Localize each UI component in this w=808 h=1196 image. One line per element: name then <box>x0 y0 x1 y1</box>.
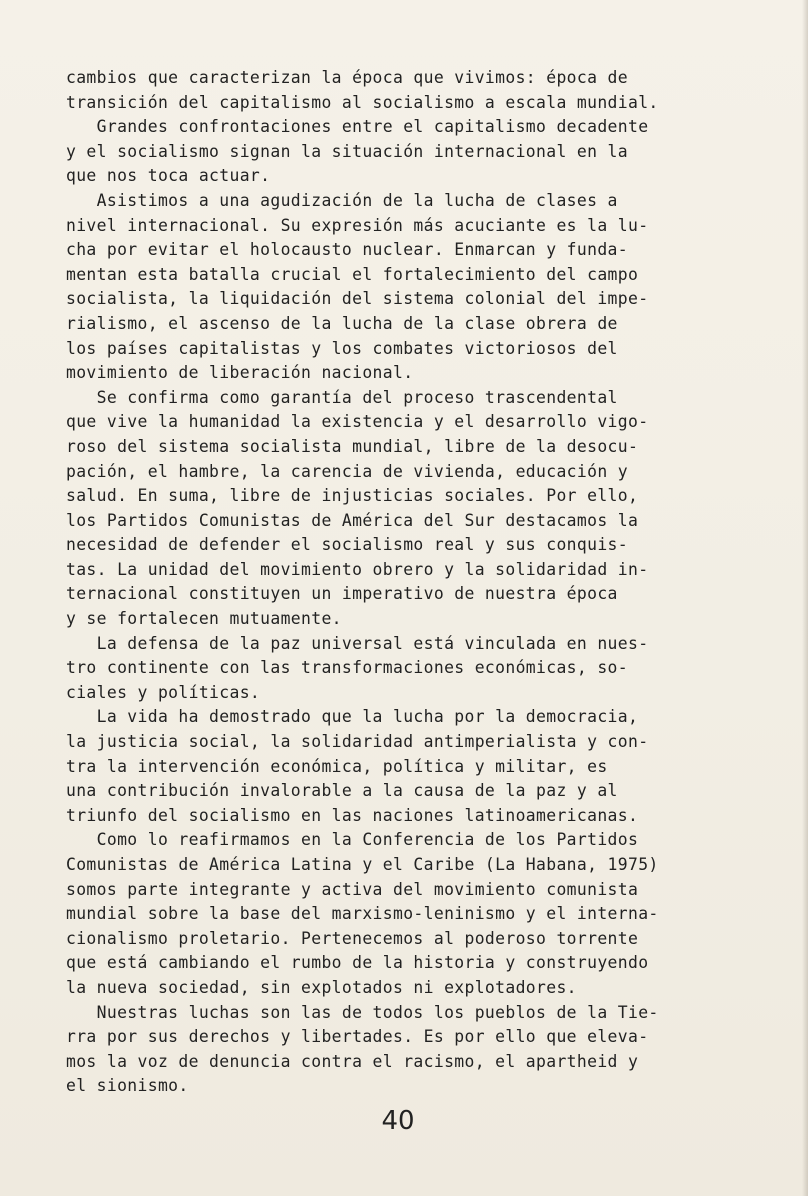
text-line: Grandes confrontaciones entre el capitalismo decadente <box>66 117 649 137</box>
text-line: los Partidos Comunistas de América del Sur destacamos la <box>66 510 639 530</box>
text-line: cha por evitar el holocausto nuclear. Enmarcan y funda- <box>66 240 628 260</box>
text-line: el sionismo. <box>66 1076 189 1096</box>
text-line: rialismo, el ascenso de la lucha de la clase obrera de <box>66 313 618 333</box>
text-line: ciales y políticas. <box>66 682 261 702</box>
text-line: Se confirma como garantía del proceso trascendental <box>66 387 618 407</box>
text-line: que nos toca actuar. <box>66 166 271 186</box>
text-line: Comunistas de América Latina y el Caribe (La Habana, 1975) <box>66 855 659 874</box>
text-line: la justicia social, la solidaridad antimperialista y con- <box>66 732 649 752</box>
text-line: que vive la humanidad la existencia y el desarrollo vigo- <box>66 412 649 432</box>
text-line: los países capitalistas y los combates victoriosos del <box>66 338 618 358</box>
text-line: Asistimos a una agudización de la lucha de clases a <box>66 190 618 210</box>
text-line: movimiento de liberación nacional. <box>66 363 414 383</box>
body-text <box>66 66 776 1099</box>
text-line: tro continente con las transformaciones económicas, so- <box>66 658 628 678</box>
text-line: mentan esta batalla crucial el fortalecimiento del campo <box>66 264 639 284</box>
text-line: rra por sus derechos y libertades. Es por ello que eleva- <box>66 1027 649 1047</box>
text-line: y el socialismo signan la situación internacional en la <box>66 141 628 161</box>
text-line: tas. La unidad del movimiento obrero y la solidaridad in- <box>66 559 649 579</box>
text-line: Como lo reafirmamos en la Conferencia de los Partidos <box>66 830 639 850</box>
text-line: triunfo del socialismo en las naciones latinoamericanas. <box>66 805 639 825</box>
text-line: que está cambiando el rumbo de la historia y construyendo <box>66 953 649 973</box>
text-line: mos la voz de denuncia contra el racismo, el apartheid y <box>66 1051 639 1071</box>
text-line: La vida ha demostrado que la lucha por la democracia, <box>66 707 639 727</box>
text-line: nivel internacional. Su expresión más acuciante es la lu- <box>66 215 649 235</box>
text-line: somos parte integrante y activa del movimiento comunista <box>66 879 639 899</box>
text-line: roso del sistema socialista mundial, libre de la desocu- <box>66 436 639 456</box>
text-line: salud. En suma, libre de injusticias sociales. Por ello, <box>66 486 639 506</box>
text-line: tra la intervención económica, política y militar, es <box>66 756 608 776</box>
text-line: la nueva sociedad, sin explotados ni explotadores. <box>66 977 577 997</box>
text-line: cambios que caracterizan la época que vivimos: época de <box>66 68 628 87</box>
page-number: 40 <box>381 1106 415 1136</box>
page-edge-shadow <box>802 0 808 1196</box>
text-line: necesidad de defender el socialismo real y sus conquis- <box>66 535 628 555</box>
text-line: Nuestras luchas son las de todos los pueblos de la Tie- <box>66 1002 659 1022</box>
text-line: transición del capitalismo al socialismo a escala mundial. <box>66 92 659 112</box>
text-line: socialista, la liquidación del sistema colonial del impe- <box>66 289 649 309</box>
text-line: pación, el hambre, la carencia de vivienda, educación y <box>66 461 628 481</box>
text-line: y se fortalecen mutuamente. <box>66 609 342 629</box>
text-line: La defensa de la paz universal está vinculada en nues- <box>66 633 649 653</box>
text-line: una contribución invalorable a la causa de la paz y al <box>66 781 618 801</box>
text-line: ternacional constituyen un imperativo de nuestra época <box>66 584 618 604</box>
text-line: cionalismo proletario. Pertenecemos al poderoso torrente <box>66 928 639 948</box>
text-line: mundial sobre la base del marxismo-leninismo y el interna- <box>66 904 659 924</box>
